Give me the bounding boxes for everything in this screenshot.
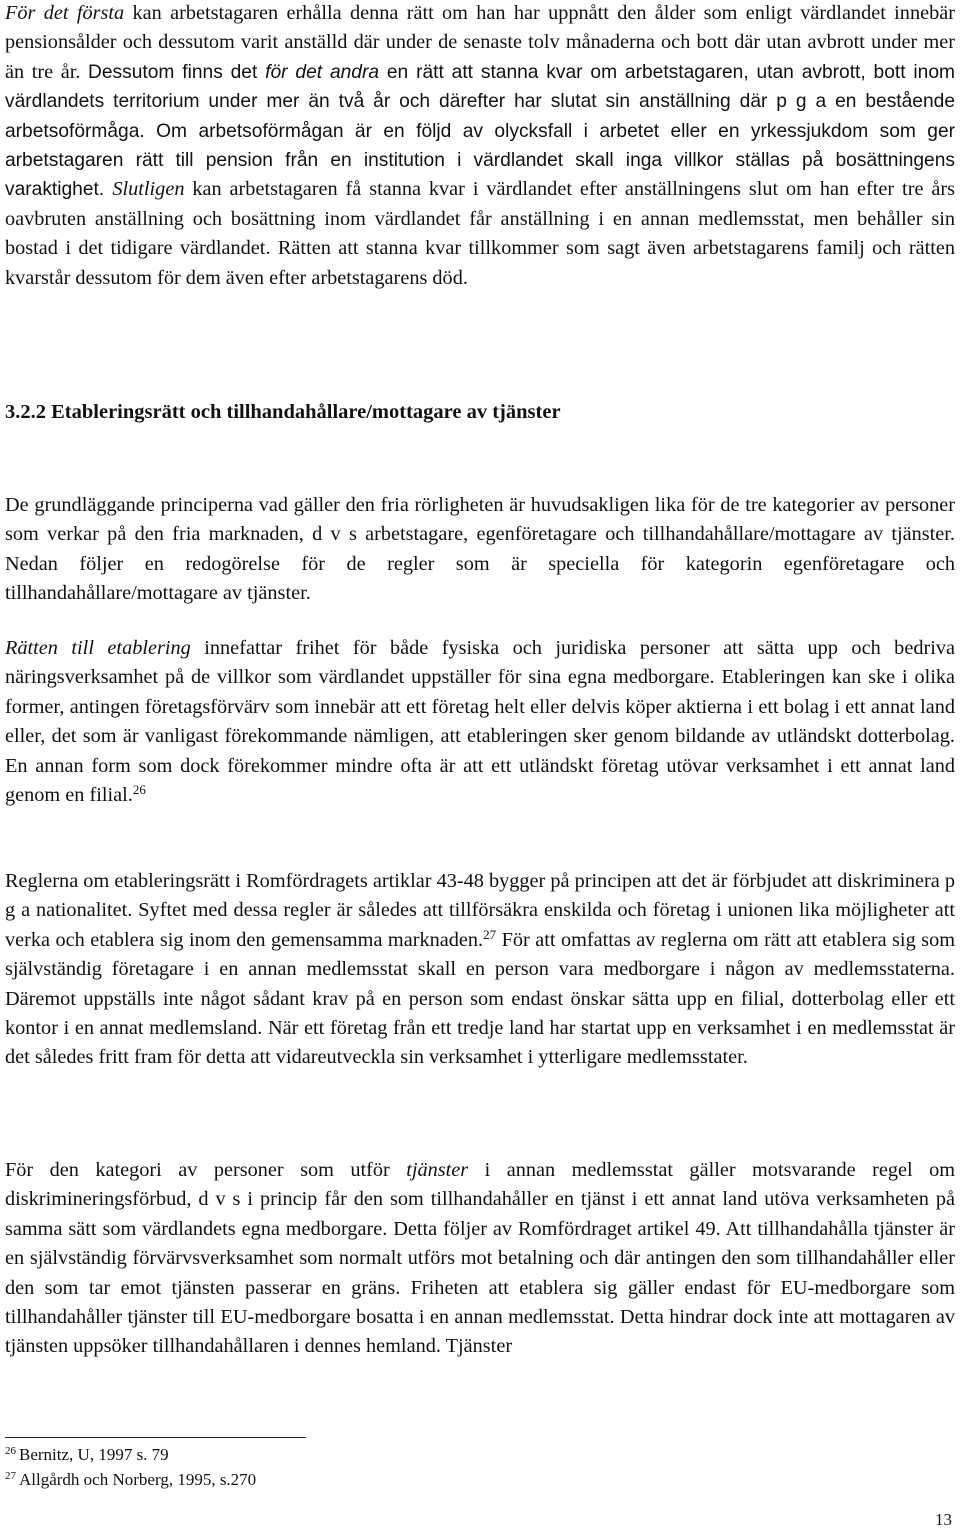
- emphasis-text: För det första: [5, 2, 125, 24]
- page-number: 13: [935, 1510, 952, 1529]
- footnote-number: 27: [5, 1470, 16, 1482]
- footnote-text: Bernitz, U, 1997 s. 79: [19, 1445, 169, 1464]
- text-run: i annan medlemsstat gäller motsvarande regel om diskrimineringsförbud, d v s i princip får den som tillhandahåller en tjänst i ett annat land utöva verksamheten på samma sätt som värdlandets egna medborgare. Detta följer av Romfördraget artikel 49. Att tillhandahålla tjänster är en självständig förvärvsverksamhet som normalt utförs mot betalning och där antingen den som tillhandahåller eller den som tar emot tjänsten passerar en gräns. Friheten att etablera sig gäller endast för EU-medborgare som tillhandahåller tjänster till EU-medborgare bosatta i en annan medlemsstat. Detta hindrar dock inte att mottagaren av tjänsten uppsöker tillhandahållaren i dennes hemland. Tjänster: [5, 1159, 955, 1358]
- text-run: en rätt att stanna kvar om arbetstagaren, utan avbrott, bott inom värdlandets territorium under mer än två år och därefter har slutat sin anställning där p g a en bestående arbetsoförmåga. Om arbetsoförmågan är en följd av olycksfall i arbetet eller en yrkessjukdom som ger arbetstagaren rätt till pension från en institution i värdlandet skall inga villkor ställas på bosättningens varaktighet.: [5, 61, 955, 201]
- text-run: kan arbetstagaren erhålla denna rätt om han har uppnått den ålder som enligt värdlandet innebär pensionsålder och dessutom varit anställd där under de senaste tolv månaderna och bott där utan avbrott under mer än tre år.: [5, 2, 955, 83]
- footnote: [5, 1467, 256, 1492]
- paragraph: [5, 491, 955, 609]
- section-heading: 3.2.2 Etableringsrätt och tillhandahållare/mottagare av tjänster: [5, 401, 561, 423]
- footnote-reference: 27: [483, 926, 497, 942]
- footnotes: [5, 1442, 256, 1492]
- emphasis-text: Rätten till etablering: [5, 637, 191, 659]
- paragraph: [5, 867, 955, 1073]
- footnote-number: 26: [5, 1445, 16, 1457]
- emphasis-text: tjänster: [406, 1159, 469, 1181]
- emphasis-text: för det andra: [265, 61, 380, 83]
- footnote: [5, 1442, 256, 1467]
- text-run: kan arbetstagaren få stanna kvar i värdlandet efter anställningens slut om han efter tre års oavbruten anställning och bosättning inom värdlandet får anställning i en annan medlemsstat, men behåller sin bostad i det tidigare värdlandet. Rätten att stanna kvar tillkommer som sagt även arbetstagarens familj och rätten kvarstår dessutom för dem även efter arbetstagarens död.: [5, 178, 955, 289]
- text-run: Dessutom finns det: [88, 61, 266, 83]
- text-run: De grundläggande principerna vad gäller den fria rörligheten är huvudsakligen lika för de tre kategorier av personer som verkar på den fria marknaden, d v s arbetstagare, egenföretagare och tillhandahållare/mottagare av tjänster. Nedan följer en redogörelse för de regler som är speciella för kategorin egenföretagare och tillhandahållare/mottagare av tjänster.: [5, 494, 955, 605]
- text-run: För den kategori av personer som utför: [5, 1159, 407, 1181]
- text-run: Reglerna om etableringsrätt i Romfördragets artiklar 43-48 bygger på principen att det är förbjudet att diskriminera p g a nationalitet. Syftet med dessa regler är således att tillförsäkra enskilda och företag i unionen lika möjligheter att verka och etablera sig inom den gemensamma marknaden.: [5, 870, 955, 951]
- paragraph: [5, 634, 955, 810]
- text-run: För att omfattas av reglerna om rätt att etablera sig som självständig företagare i en annan medlemsstat skall en person vara medborgare i någon av medlemsstaterna. Däremot uppställs inte något sådant krav på en person som endast önskar sätta upp en filial, dotterbolag eller ett kontor i en annat medlemsland. När ett företag från ett tredje land har startat upp en verksamhet i en medlemsstat är det således fritt fram för detta att vidareutveckla sin verksamhet i ytterligare medlemsstater.: [5, 928, 955, 1069]
- footnote-reference: 26: [132, 782, 146, 798]
- footnote-text: Allgårdh och Norberg, 1995, s.270: [19, 1470, 257, 1489]
- paragraph: [5, 1156, 955, 1362]
- text-run: innefattar frihet för både fysiska och juridiska personer att sätta upp och bedriva näringsverksamhet på de villkor som värdlandet uppställer för sina egna medborgare. Etableringen kan ske i olika former, antingen företagsförvärv som innebär att ett företag helt eller delvis köper aktierna i ett bolag i ett annat land eller, det som är vanligast förekommande nämligen, att etableringen sker genom bildande av utländskt dotterbolag. En annan form som dock förekommer mindre ofta är att ett utländskt företag utövar verksamhet i ett annat land genom en filial.: [5, 637, 955, 807]
- footnote-divider: [5, 1437, 306, 1438]
- emphasis-text: Slutligen: [112, 178, 185, 201]
- paragraph: [5, 0, 955, 293]
